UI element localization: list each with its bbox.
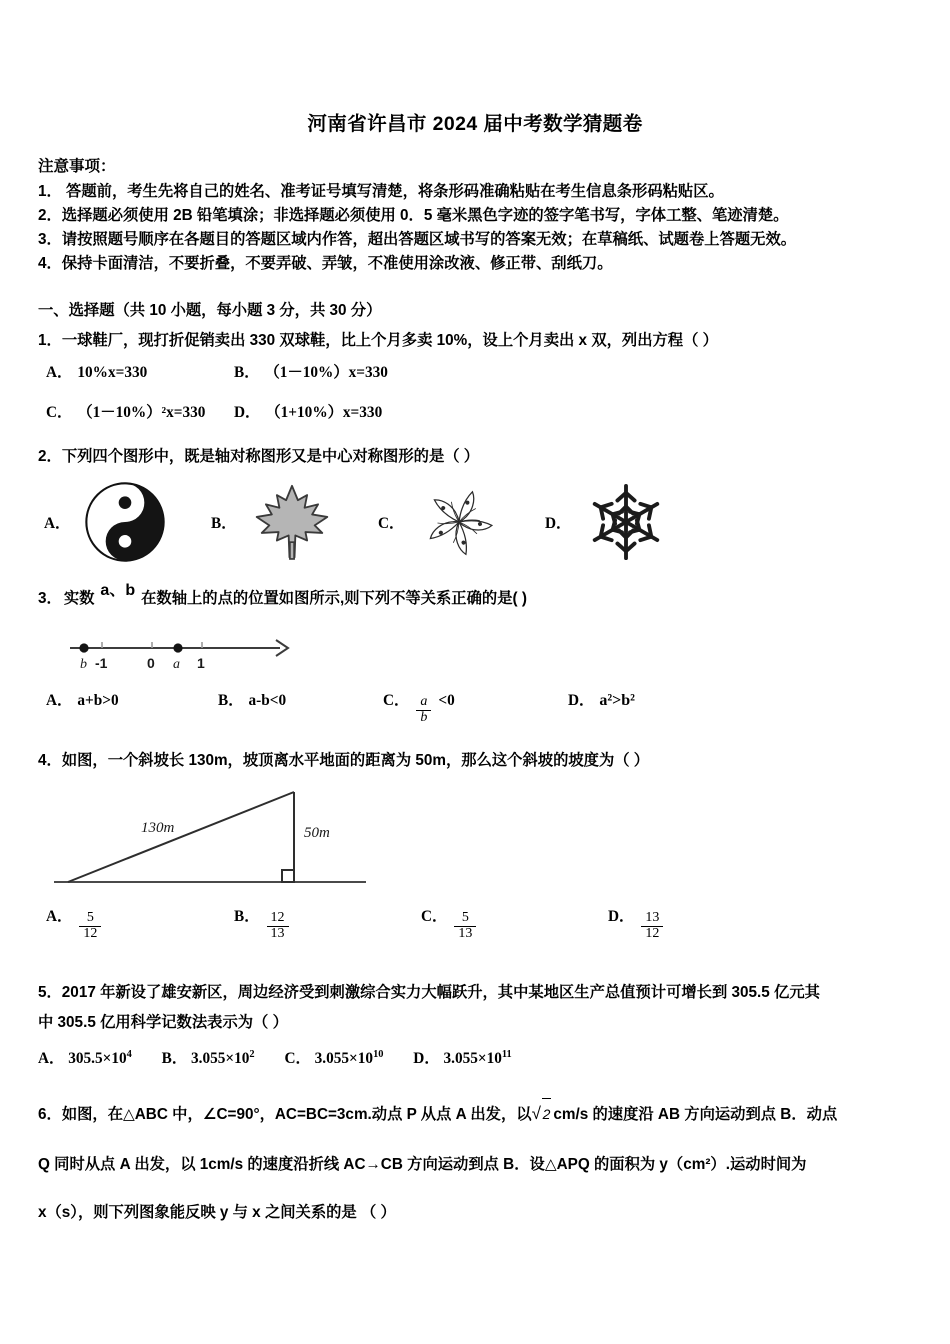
question-5-options-row <box>38 1042 928 1072</box>
option-label-b: B． <box>234 364 260 381</box>
svg-text:-1: -1 <box>95 655 108 671</box>
question-1-option-d[interactable] <box>234 400 382 422</box>
fraction-numerator: 5 <box>86 910 94 925</box>
option-label-b: B． <box>218 692 244 709</box>
option-text-a: a+b>0 <box>77 692 119 709</box>
fraction-denominator: 13 <box>267 926 289 942</box>
question-6-stem-line-1 <box>38 1098 928 1130</box>
notice-line-2: 2．选择题必须使用 2B 铅笔填涂；非选择题必须使用 0．5 毫米黑色字迹的签字笔书写，字体工整、笔迹清楚。 <box>38 207 789 224</box>
question-4-options-row <box>38 904 928 944</box>
svg-text:1: 1 <box>197 655 205 671</box>
fraction-5-over-12 <box>79 911 101 941</box>
section-heading-choice: 一、选择题（共 10 小题，每小题 3 分，共 30 分） <box>38 302 382 319</box>
question-2-stem <box>38 444 928 470</box>
option-label-a: A． <box>46 908 73 925</box>
option-label-b: B． <box>161 1050 188 1068</box>
question-3-options-row <box>38 688 928 725</box>
fraction-13-over-12 <box>641 911 663 941</box>
option-exponent-b: 2 <box>249 1049 255 1060</box>
fraction-denominator: b <box>416 710 431 726</box>
question-3-stem <box>38 582 928 612</box>
svg-text:a: a <box>173 657 180 672</box>
option-text-c: （1－10%）²x=330 <box>77 404 206 421</box>
question-2-text: 下列四个图形中，既是轴对称图形又是中心对称图形的是（ ） <box>61 448 480 465</box>
question-5-stem-line-2: 中 305.5 亿用科学记数法表示为（ ） <box>38 1014 288 1031</box>
fraction-numerator: 13 <box>645 910 660 925</box>
snowflake-icon <box>581 476 671 568</box>
fraction-numerator: 12 <box>270 910 285 925</box>
question-6-text-part-1: 如图，在△ABC 中，∠C=90°，AC=BC=3cm.动点 P 从点 A 出发，以 <box>61 1106 532 1124</box>
question-3-number: 3． <box>38 590 62 607</box>
option-label-d: D． <box>608 908 635 925</box>
option-text-d: （1+10%）x=330 <box>265 404 383 421</box>
option-label-c: C． <box>46 404 73 421</box>
question-5-option-c[interactable] <box>284 1050 387 1067</box>
question-5-option-d[interactable] <box>413 1050 511 1067</box>
question-4-option-d[interactable] <box>608 904 665 941</box>
option-label-a: A． <box>44 515 71 532</box>
slope-height-label: 50m <box>304 825 330 841</box>
fraction-5-over-13 <box>454 911 476 941</box>
question-5-stem-line-1: 5．2017 年新设了雄安新区，周边经济受到刺激综合实力大幅跃升，其中某地区生产总值预计可增长到 305.5 亿元其 <box>38 984 820 1001</box>
notice-heading: 注意事项： <box>38 158 116 175</box>
question-1-number: 1． <box>38 332 62 349</box>
question-3-option-a[interactable] <box>46 688 119 710</box>
question-2-option-c[interactable] <box>378 476 504 568</box>
fraction-numerator: a <box>420 694 428 709</box>
option-label-c: C． <box>284 1050 311 1068</box>
question-3-text-post: 在数轴上的点的位置如图所示,则下列不等关系正确的是( ) <box>141 590 527 607</box>
option-text-c-base: 3.055×10 <box>314 1050 374 1068</box>
option-label-c: C． <box>421 908 448 925</box>
question-1-options-row-1 <box>38 360 928 394</box>
radicand: 2 <box>542 1098 552 1129</box>
question-4-option-b[interactable] <box>234 904 291 941</box>
option-text-c-tail: <0 <box>438 692 455 709</box>
fraction-numerator: 5 <box>461 910 469 925</box>
question-4-stem <box>38 748 928 774</box>
option-exponent-a: 4 <box>126 1049 132 1060</box>
fraction-denominator: 12 <box>641 926 663 942</box>
svg-text:b: b <box>80 657 87 672</box>
slope-hypotenuse-label: 130m <box>141 820 175 836</box>
svg-text:0: 0 <box>147 655 155 671</box>
option-label-b: B． <box>234 908 260 925</box>
question-4-slope-figure <box>46 782 928 902</box>
question-6-stem-line-3: x（s），则下列图象能反映 y 与 x 之间关系的是 （ ） <box>38 1204 396 1222</box>
question-1-option-c[interactable] <box>46 400 205 422</box>
question-1-text: 一球鞋厂，现打折促销卖出 330 双球鞋，比上个月多卖 10%，设上个月卖出 x 双，列出方程（ ） <box>61 332 718 349</box>
fraction-denominator: 13 <box>454 926 476 942</box>
question-3-variables: a、b <box>100 582 136 599</box>
option-label-d: D． <box>568 692 595 709</box>
question-1-option-a[interactable] <box>46 360 147 382</box>
option-label-b: B． <box>211 515 237 532</box>
question-4-option-c[interactable] <box>421 904 478 941</box>
question-6-stem-line-2: Q 同时从点 A 出发，以 1cm/s 的速度沿折线 AC→CB 方向运动到点 B．设△APQ 的面积为 y（cm²）.运动时间为 <box>38 1156 807 1174</box>
yin-yang-taiji-icon <box>80 476 170 568</box>
option-label-a: A． <box>46 692 73 709</box>
option-label-d: D． <box>234 404 261 421</box>
fraction-denominator: 12 <box>79 926 101 942</box>
option-text-a: 10%x=330 <box>77 364 148 381</box>
notice-line-3: 3．请按照题号顺序在各题目的答题区域内作答，超出答题区域书写的答案无效；在草稿纸、试题卷上答题无效。 <box>38 231 797 248</box>
question-3-option-d[interactable] <box>568 688 635 710</box>
option-label-c: C． <box>378 515 405 532</box>
question-2-option-b[interactable] <box>211 476 337 568</box>
option-text-a-base: 305.5×10 <box>68 1050 127 1068</box>
question-5-option-b[interactable] <box>162 1050 259 1067</box>
option-text-d: a²>b² <box>599 692 635 709</box>
question-2-figure-row <box>38 476 928 574</box>
notice-line-1: 1． 答题前，考生先将自己的姓名、准考证号填写清楚，将条形码准确粘贴在考生信息条形码粘贴区。 <box>38 183 724 200</box>
question-2-option-d[interactable] <box>545 476 671 568</box>
option-exponent-c: 10 <box>373 1049 384 1060</box>
question-1-options-row-2 <box>38 400 928 434</box>
question-5-option-a[interactable] <box>38 1050 136 1067</box>
option-label-d: D． <box>413 1050 440 1068</box>
question-6-text-part-2: cm/s 的速度沿 AB 方向运动到点 B．动点 <box>553 1106 838 1124</box>
question-2-number: 2． <box>38 448 62 465</box>
option-label-c: C． <box>383 692 410 709</box>
option-text-b-base: 3.055×10 <box>190 1050 250 1068</box>
paper-body <box>38 155 928 1228</box>
question-1-option-b[interactable] <box>234 360 388 382</box>
maple-leaf-icon <box>247 476 337 568</box>
question-3-option-c[interactable] <box>383 688 455 725</box>
option-text-d-base: 3.055×10 <box>443 1050 502 1068</box>
radical-sign: √ <box>531 1104 541 1124</box>
fraction-12-over-13 <box>267 911 289 941</box>
fraction-a-over-b <box>416 695 431 725</box>
question-1-stem <box>38 328 928 354</box>
bauhinia-flower-icon <box>414 476 504 568</box>
option-text-b: a-b<0 <box>248 692 287 709</box>
question-4-number: 4． <box>38 752 62 769</box>
question-3-option-b[interactable] <box>218 688 286 710</box>
page-title: 河南省许昌市 2024 届中考数学猜题卷 <box>307 113 643 135</box>
question-2-option-a[interactable] <box>44 476 170 568</box>
question-4-option-a[interactable] <box>46 904 103 941</box>
question-3-number-line-figure <box>66 626 928 688</box>
option-label-a: A． <box>46 364 73 381</box>
square-root-expression <box>532 1098 554 1129</box>
notice-line-4: 4．保持卡面清洁，不要折叠，不要弄破、弄皱，不准使用涂改液、修正带、刮纸刀。 <box>38 255 613 272</box>
question-3-text-pre: 实数 <box>63 590 95 607</box>
question-4-text: 如图，一个斜坡长 130m，坡顶离水平地面的距离为 50m，那么这个斜坡的坡度为（ ） <box>61 752 650 769</box>
option-text-b: （1－10%）x=330 <box>264 364 388 381</box>
option-label-a: A． <box>38 1050 65 1068</box>
option-exponent-d: 11 <box>501 1049 512 1060</box>
question-6-number: 6． <box>38 1106 62 1124</box>
option-label-d: D． <box>545 515 572 532</box>
